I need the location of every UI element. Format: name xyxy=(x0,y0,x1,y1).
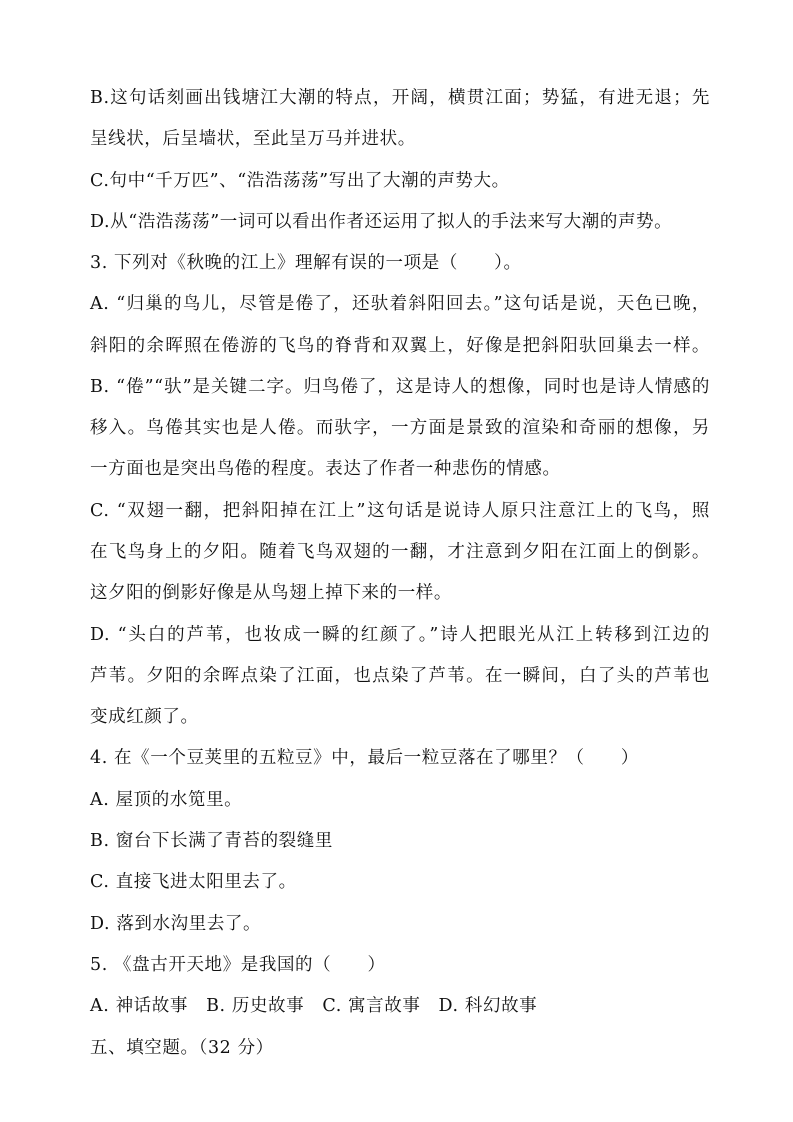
question-4: 4. 在《一个豆荚里的五粒豆》中，最后一粒豆落在了哪里？（ ） xyxy=(90,748,639,768)
text-line: C.句中“千万匹”、“浩浩荡荡”写出了大潮的声势大。 xyxy=(90,171,510,191)
options-5: A. 神话故事 B. 历史故事 C. 寓言故事 D. 科幻故事 xyxy=(90,996,538,1016)
text-line: D.从“浩浩荡荡”一词可以看出作者还运用了拟人的手法来写大潮的声势。 xyxy=(90,212,673,232)
text-line: 一方面也是突出鸟倦的程度。表达了作者一种悲伤的情感。 xyxy=(90,459,561,479)
text-line: 呈线状，后呈墙状，至此呈万马并进状。 xyxy=(90,129,416,149)
section-heading: 五、填空题。（32 分） xyxy=(90,1038,274,1058)
text-line: 变成红颜了。 xyxy=(90,707,199,727)
question-3: 3. 下列对《秋晚的江上》理解有误的一项是（ ）。 xyxy=(90,253,522,273)
text-line: C. “双翅一翻，把斜阳掉在江上”这句话是说诗人原只注意江上的飞鸟，照 xyxy=(90,501,710,521)
option-a: A. 屋顶的水笕里。 xyxy=(90,790,243,810)
text-line: 斜阳的余晖照在倦游的飞鸟的脊背和双翼上，好像是把斜阳驮回巢去一样。 xyxy=(90,336,710,356)
text-line: 芦苇。夕阳的余晖点染了江面，也点染了芦苇。在一瞬间，白了头的芦苇也 xyxy=(90,666,710,686)
text-line: 这夕阳的倒影好像是从鸟翅上掉下来的一样。 xyxy=(90,583,452,603)
option-d: D. 落到水沟里去了。 xyxy=(90,914,262,934)
question-5: 5. 《盘古开天地》是我国的（ ） xyxy=(90,955,386,975)
text-line: 在飞鸟身上的夕阳。随着飞鸟双翅的一翻，才注意到夕阳在江面上的倒影。 xyxy=(90,542,710,562)
text-line: B.这句话刻画出钱塘江大潮的特点，开阔，横贯江面；势猛，有进无退；先 xyxy=(90,88,710,108)
text-line: A. “归巢的鸟儿，尽管是倦了，还驮着斜阳回去。”这句话是说，天色已晚， xyxy=(90,294,710,314)
text-line: B. “倦”“驮”是关键二字。归鸟倦了，这是诗人的想像，同时也是诗人情感的 xyxy=(90,377,710,397)
text-line: 移入。鸟倦其实也是人倦。而驮字，一方面是景致的渲染和奇丽的想像，另 xyxy=(90,418,710,438)
option-c: C. 直接飞进太阳里去了。 xyxy=(90,872,297,892)
option-b: B. 窗台下长满了青苔的裂缝里 xyxy=(90,831,333,851)
text-line: D. “头白的芦苇，也妆成一瞬的红颜了。”诗人把眼光从江上转移到江边的 xyxy=(90,625,710,645)
